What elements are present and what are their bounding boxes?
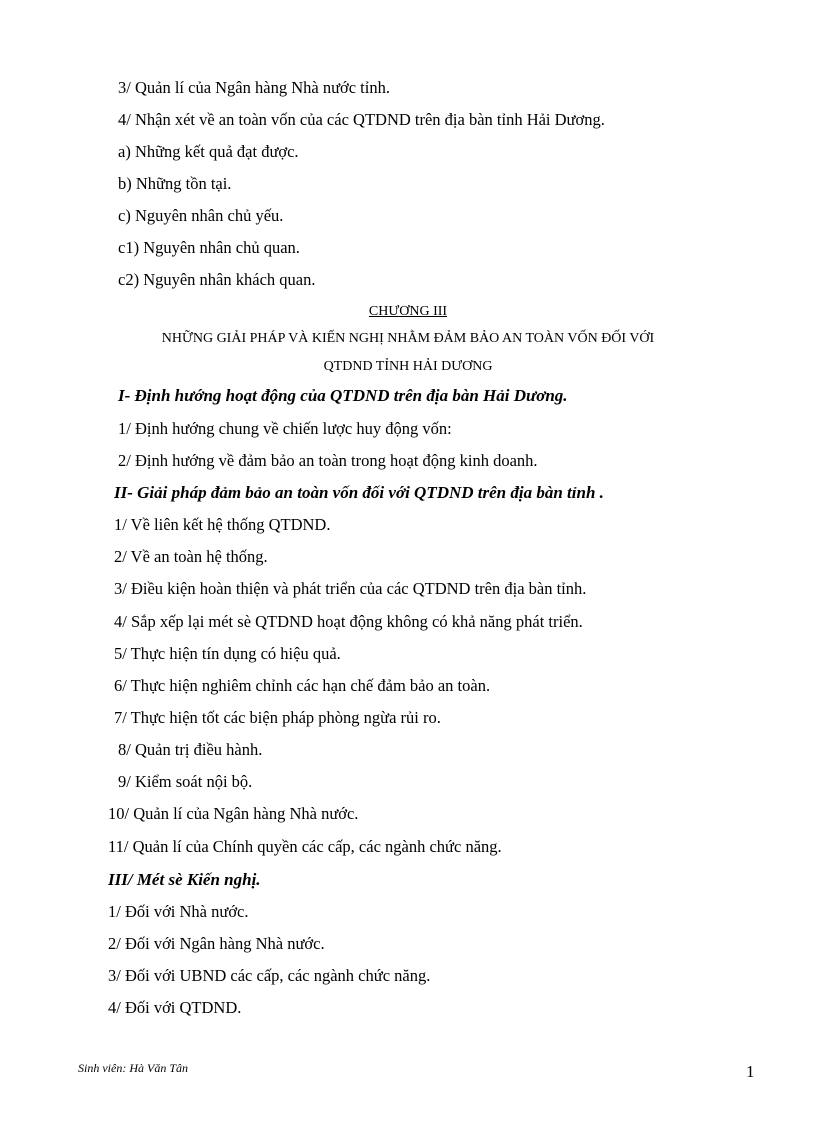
list-item: 3/ Điều kiện hoàn thiện và phát triển của các QTDND trên địa bàn tỉnh. [114,579,587,598]
chapter-title-line1: NHỮNG GIẢI PHÁP VÀ KIẾN NGHỊ NHẰM ĐẢM BẢO AN TOÀN VỐN ĐỐI VỚI [161,331,655,346]
list-item: 4/ Đối với QTDND. [108,998,242,1017]
list-item: c1) Nguyên nhân chủ quan. [118,238,300,257]
list-item: 2/ Về an toàn hệ thống. [114,547,268,566]
list-item: 8/ Quản trị điều hành. [118,740,263,759]
list-item: b) Những tồn tại. [118,174,232,193]
list-item: 6/ Thực hiện nghiêm chỉnh các hạn chế đảm bảo an toàn. [114,676,491,695]
list-item: a) Những kết quả đạt được. [118,142,299,161]
section-heading-2: II- Giải pháp đảm bảo an toàn vốn đối với QTDND trên địa bàn tỉnh . [114,483,604,502]
list-item: c) Nguyên nhân chủ yếu. [118,206,284,225]
page-number: 1 [746,1062,755,1081]
section-heading-3: III/ Mét sè Kiến nghị. [108,870,261,889]
list-item: 3/ Đối với UBND các cấp, các ngành chức năng. [108,966,431,985]
list-item: c2) Nguyên nhân khách quan. [118,270,316,289]
chapter-title-line2: QTDND TỈNH HẢI DƯƠNG [323,359,493,374]
section-heading-1: I- Định hướng hoạt động của QTDND trên địa bàn Hải Dương. [118,386,568,405]
list-item: 10/ Quản lí của Ngân hàng Nhà nước. [108,804,359,823]
list-item: 4/ Nhận xét về an toàn vốn của các QTDND trên địa bàn tỉnh Hải Dương. [118,110,605,129]
chapter-label: CHƯƠNG III [368,304,448,319]
list-item: 2/ Đối với Ngân hàng Nhà nước. [108,934,325,953]
footer-author: Sinh viên: Hà Văn Tân [78,1061,188,1075]
list-item: 7/ Thực hiện tốt các biện pháp phòng ngừa rủi ro. [114,708,441,727]
list-item: 2/ Định hướng về đảm bảo an toàn trong hoạt động kinh doanh. [118,451,538,470]
list-item: 1/ Định hướng chung về chiến lược huy động vốn: [118,419,452,438]
list-item: 9/ Kiểm soát nội bộ. [118,772,253,791]
list-item: 3/ Quản lí của Ngân hàng Nhà nước tỉnh. [118,78,390,97]
list-item: 1/ Về liên kết hệ thống QTDND. [114,515,331,534]
list-item: 1/ Đối với Nhà nước. [108,902,249,921]
list-item: 11/ Quản lí của Chính quyền các cấp, các ngành chức năng. [108,837,502,856]
list-item: 5/ Thực hiện tín dụng có hiệu quả. [114,644,341,663]
list-item: 4/ Sắp xếp lại mét sè QTDND hoạt động không có khả năng phát triển. [114,612,583,631]
